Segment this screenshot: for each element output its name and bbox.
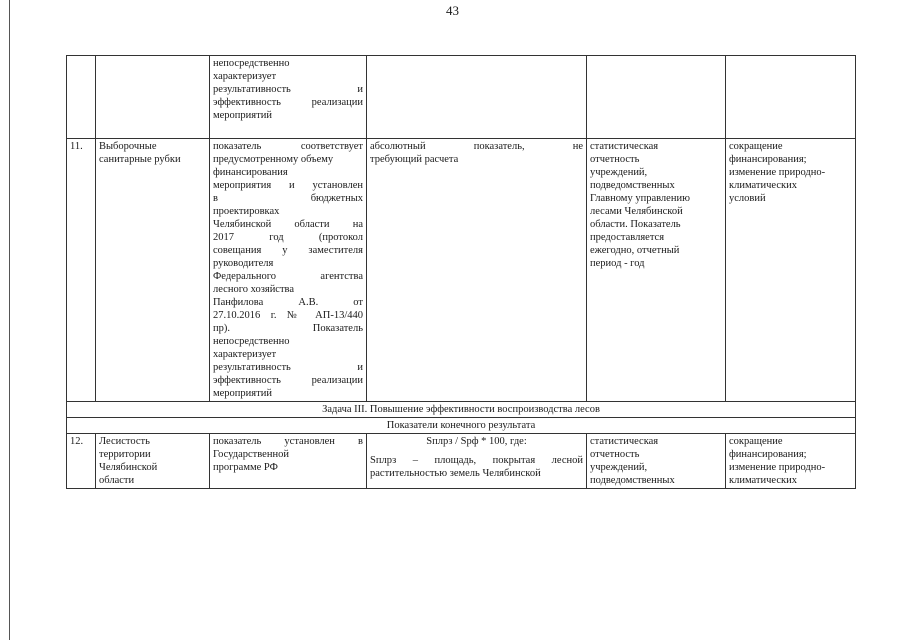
text-line: предусмотренному объему bbox=[213, 154, 334, 165]
text-line: условий bbox=[729, 193, 766, 204]
formula: Sплрз / Spф * 100, где: bbox=[426, 436, 527, 447]
text-line: программе РФ bbox=[213, 462, 278, 473]
text-line: санитарные рубки bbox=[99, 154, 181, 165]
factors-cell bbox=[726, 56, 856, 139]
text-line: Главному управлению bbox=[590, 193, 690, 204]
text-line: изменение природно- bbox=[729, 167, 826, 178]
table-row bbox=[67, 56, 856, 139]
text-line: непосредственно bbox=[213, 58, 290, 69]
text-line: показатель соответствует bbox=[213, 141, 363, 152]
text-line: статистическая bbox=[590, 436, 659, 447]
source-cell bbox=[587, 434, 726, 489]
text-line: территории bbox=[99, 449, 151, 460]
text-line: подведомственных bbox=[590, 475, 675, 486]
text-line: подведомственных bbox=[590, 180, 675, 191]
name-cell bbox=[96, 139, 210, 402]
text-line: 2017 год (протокол bbox=[213, 232, 363, 243]
text-line: мероприятий bbox=[213, 110, 272, 121]
text-line: Федерального агентства bbox=[213, 271, 363, 282]
text-line: показатель установлен в bbox=[213, 436, 363, 447]
text-line: пр). Показатель bbox=[213, 323, 363, 334]
factors-cell bbox=[726, 434, 856, 489]
page-number: 43 bbox=[446, 3, 459, 18]
text-line: ежегодно, отчетный bbox=[590, 245, 680, 256]
section-header: Показатели конечного результата bbox=[67, 418, 856, 434]
table-row bbox=[67, 139, 856, 402]
num-cell bbox=[67, 56, 96, 139]
text-line: эффективность реализации bbox=[213, 97, 363, 108]
text-line: изменение природно- bbox=[729, 462, 826, 473]
text-line: статистическая bbox=[590, 141, 659, 152]
text-line: мероприятий bbox=[213, 388, 272, 399]
section-header-row bbox=[67, 418, 856, 434]
text-line: области. Показатель bbox=[590, 219, 681, 230]
text-line: отчетность bbox=[590, 449, 640, 460]
method-cell bbox=[367, 56, 587, 139]
text-line: в бюджетных bbox=[213, 193, 363, 204]
text-line: период - год bbox=[590, 258, 645, 269]
num-cell: 11. bbox=[67, 139, 96, 402]
text-line: растительностью земель Челябинской bbox=[370, 468, 541, 479]
text-line: мероприятия и установлен bbox=[213, 180, 363, 191]
text-line: непосредственно bbox=[213, 336, 290, 347]
text-line: финансирования; bbox=[729, 449, 807, 460]
text-line: климатических bbox=[729, 475, 797, 486]
text-line: эффективность реализации bbox=[213, 375, 363, 386]
text-line: отчетность bbox=[590, 154, 640, 165]
name-cell bbox=[96, 56, 210, 139]
description-cell bbox=[210, 434, 367, 489]
description-cell bbox=[210, 56, 367, 139]
task-header: Задача III. Повышение эффективности воспроизводства лесов bbox=[67, 402, 856, 418]
text-line: Выборочные bbox=[99, 141, 157, 152]
description-cell bbox=[210, 139, 367, 402]
text-line: характеризует bbox=[213, 349, 277, 360]
name-cell bbox=[96, 434, 210, 489]
text-line: абсолютный показатель, не bbox=[370, 141, 583, 152]
text-line: руководителя bbox=[213, 258, 274, 269]
indicators-table bbox=[66, 55, 856, 489]
text-line: учреждений, bbox=[590, 462, 648, 473]
text-line: результативность и bbox=[213, 362, 363, 373]
text-line: сокращение bbox=[729, 141, 783, 152]
table-row bbox=[67, 434, 856, 489]
method-cell bbox=[367, 139, 587, 402]
text-line: Челябинской области на bbox=[213, 219, 363, 230]
text-line: совещания у заместителя bbox=[213, 245, 363, 256]
text-line: Челябинской bbox=[99, 462, 158, 473]
page-left-rule bbox=[9, 0, 10, 640]
text-line: финансирования bbox=[213, 167, 288, 178]
text-line: Государственной bbox=[213, 449, 289, 460]
factors-cell bbox=[726, 139, 856, 402]
text-line: климатических bbox=[729, 180, 797, 191]
text-line: финансирования; bbox=[729, 154, 807, 165]
method-cell bbox=[367, 434, 587, 489]
text-line: характеризует bbox=[213, 71, 277, 82]
task-header-row bbox=[67, 402, 856, 418]
source-cell bbox=[587, 139, 726, 402]
text-line: лесами Челябинской bbox=[590, 206, 683, 217]
text-line: 27.10.2016 г. № АП-13/440 bbox=[213, 310, 363, 321]
source-cell bbox=[587, 56, 726, 139]
text-line: Панфилова А.В. от bbox=[213, 297, 363, 308]
text-line: лесного хозяйства bbox=[213, 284, 295, 295]
num-cell: 12. bbox=[67, 434, 96, 489]
text-line: сокращение bbox=[729, 436, 783, 447]
text-line: проектировках bbox=[213, 206, 280, 217]
text-line: Лесистость bbox=[99, 436, 150, 447]
text-line: требующий расчета bbox=[370, 154, 459, 165]
text-line: учреждений, bbox=[590, 167, 648, 178]
text-line: области bbox=[99, 475, 135, 486]
text-line: Sплрз – площадь, покрытая лесной bbox=[370, 455, 583, 466]
text-line: результативность и bbox=[213, 84, 363, 95]
text-line: предоставляется bbox=[590, 232, 665, 243]
